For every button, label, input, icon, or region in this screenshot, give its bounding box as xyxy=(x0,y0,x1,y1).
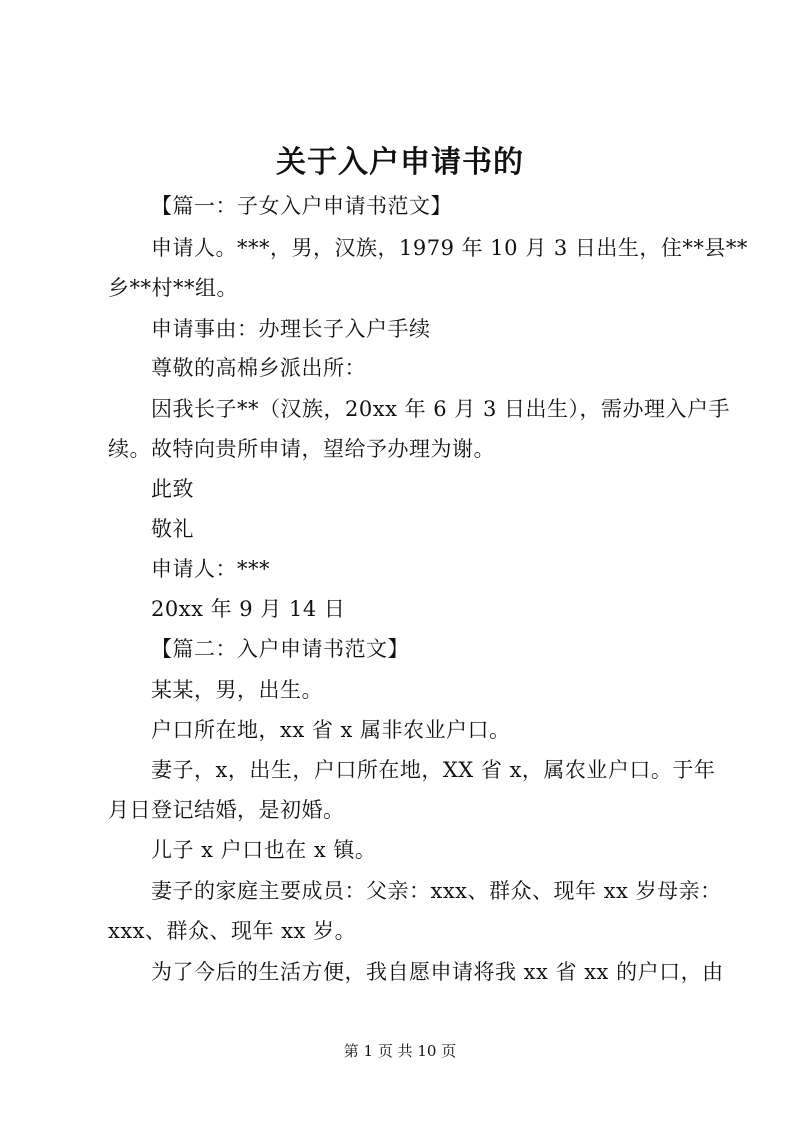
paragraph-line: 20xx 年 9 月 14 日 xyxy=(151,597,346,621)
paragraph-line: 儿子 x 户口也在 x 镇。 xyxy=(151,838,377,862)
paragraph-line: 敬礼 xyxy=(151,517,194,541)
paragraph-line: 尊敬的高棉乡派出所： xyxy=(151,356,366,380)
paragraph-line: 户口所在地，xx 省 x 属非农业户口。 xyxy=(151,718,511,742)
paragraph-line: 乡**村**组。 xyxy=(108,276,238,300)
paragraph-line: 申请人：*** xyxy=(151,557,270,581)
paragraph-line: 续。故特向贵所申请，望给予办理为谢。 xyxy=(108,437,495,461)
paragraph-line: 妻子，x，出生，户口所在地，XX 省 x，属农业户口。于年 xyxy=(151,758,716,782)
paragraph-line: 月日登记结婚，是初婚。 xyxy=(108,798,345,822)
document-title: 关于入户申请书的 xyxy=(276,145,524,180)
paragraph-line: xxx、群众、现年 xx 岁。 xyxy=(108,919,357,943)
paragraph-line: 妻子的家庭主要成员：父亲：xxx、群众、现年 xx 岁母亲： xyxy=(151,879,722,903)
section-heading-1: 【篇一：子女入户申请书范文】 xyxy=(151,194,452,218)
paragraph-line: 申请人。***，男，汉族，1979 年 10 月 3 日出生，住**县** xyxy=(151,236,748,260)
section-heading-2: 【篇二：入户申请书范文】 xyxy=(151,637,409,661)
paragraph-line: 此致 xyxy=(151,477,194,501)
paragraph-line: 为了今后的生活方便，我自愿申请将我 xx 省 xx 的户口，由 xyxy=(151,960,724,984)
page-footer: 第 1 页 共 10 页 xyxy=(343,1042,457,1060)
paragraph-line: 因我长子**（汉族，20xx 年 6 月 3 日出生），需办理入户手 xyxy=(151,397,731,421)
paragraph-line: 某某，男，出生。 xyxy=(151,678,323,702)
paragraph-line: 申请事由：办理长子入户手续 xyxy=(151,317,431,341)
